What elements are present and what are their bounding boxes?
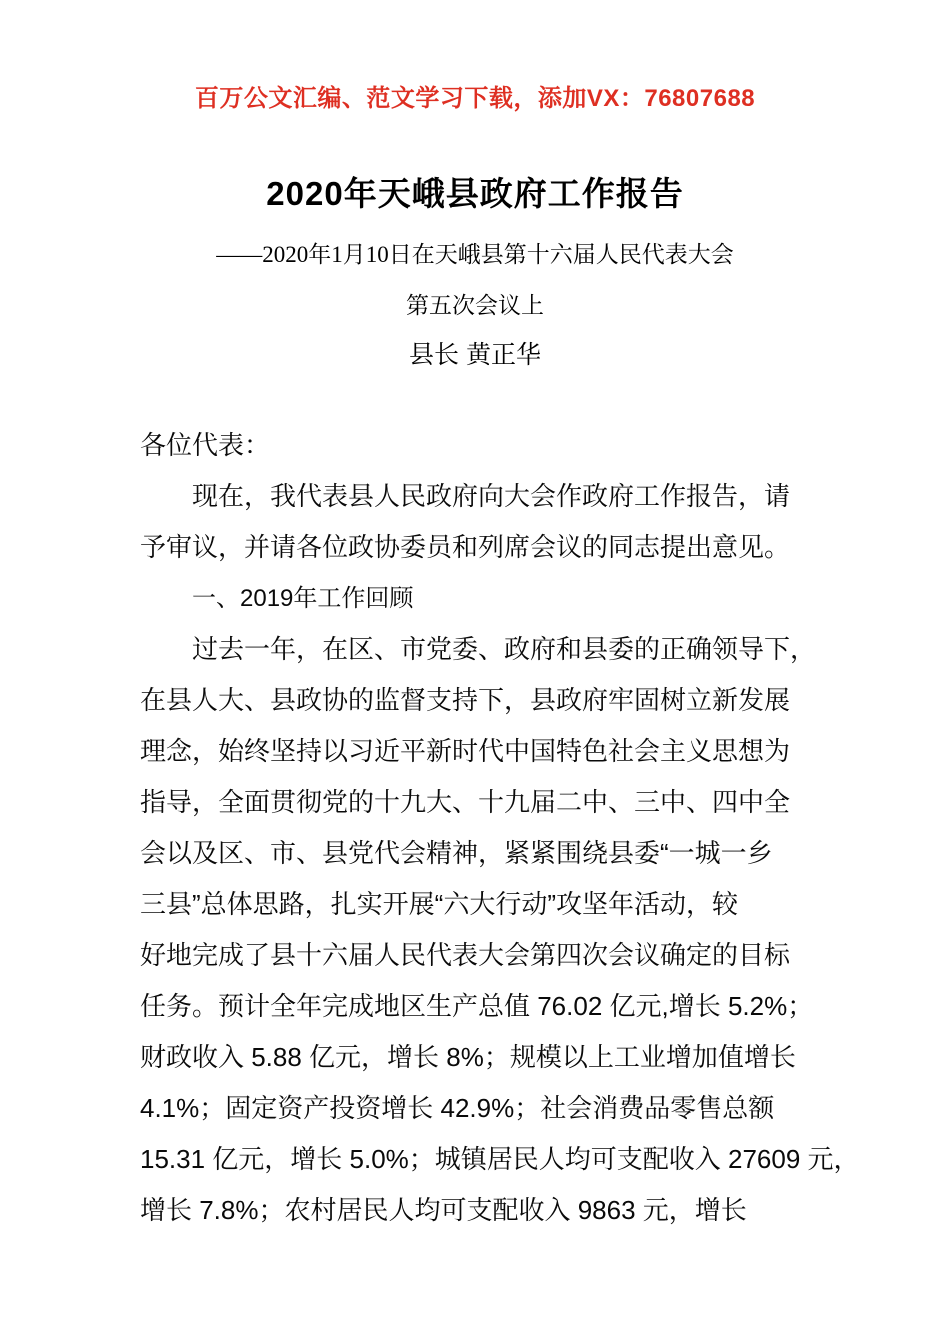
section-heading: 一、2019年工作回顾	[192, 585, 414, 612]
document-body	[140, 420, 860, 1236]
paragraph-line: 增长 7.8%；农村居民人均可支配收入 9863 元，增长	[140, 1195, 747, 1225]
salutation-line: 各位代表：	[140, 430, 271, 460]
paragraph-line: 会以及区、市、县党代会精神，紧紧围绕县委“一城一乡	[140, 838, 773, 868]
paragraph-line: 过去一年，在区、市党委、政府和县委的正确领导下，	[192, 634, 817, 664]
paragraph-line: 好地完成了县十六届人民代表大会第四次会议确定的目标	[140, 940, 791, 970]
document-subtitle-line-2: 第五次会议上	[406, 293, 544, 318]
paragraph-line: 15.31 亿元，增长 5.0%；城镇居民人均可支配收入 27609 元，	[140, 1144, 860, 1174]
paragraph-line: 理念，始终坚持以习近平新时代中国特色社会主义思想为	[140, 736, 791, 766]
document-subtitle-line-1: ——2020年1月10日在天峨县第十六届人民代表大会	[216, 242, 734, 267]
paragraph-line: 现在，我代表县人民政府向大会作政府工作报告，请	[192, 481, 791, 511]
paragraph-line: 任务。预计全年完成地区生产总值 76.02 亿元,增长 5.2%；	[140, 991, 814, 1021]
paragraph-line: 财政收入 5.88 亿元，增长 8%；规模以上工业增加值增长	[140, 1042, 796, 1072]
watermark-banner: 百万公文汇编、范文学习下载，添加VX：76807688	[194, 85, 756, 112]
paragraph-line: 在县人大、县政协的监督支持下，县政府牢固树立新发展	[140, 685, 791, 715]
paragraph-line: 4.1%；固定资产投资增长 42.9%；社会消费品零售总额	[140, 1093, 775, 1123]
paragraph-line: 三县”总体思路，扎实开展“六大行动”攻坚年活动，较	[140, 889, 738, 919]
document-author-line: 县长 黄正华	[409, 341, 541, 369]
paragraph-line: 指导，全面贯彻党的十九大、十九届二中、三中、四中全	[140, 787, 791, 817]
paragraph-line: 予审议，并请各位政协委员和列席会议的同志提出意见。	[140, 532, 791, 562]
page-title: 2020年天峨县政府工作报告	[266, 175, 684, 212]
